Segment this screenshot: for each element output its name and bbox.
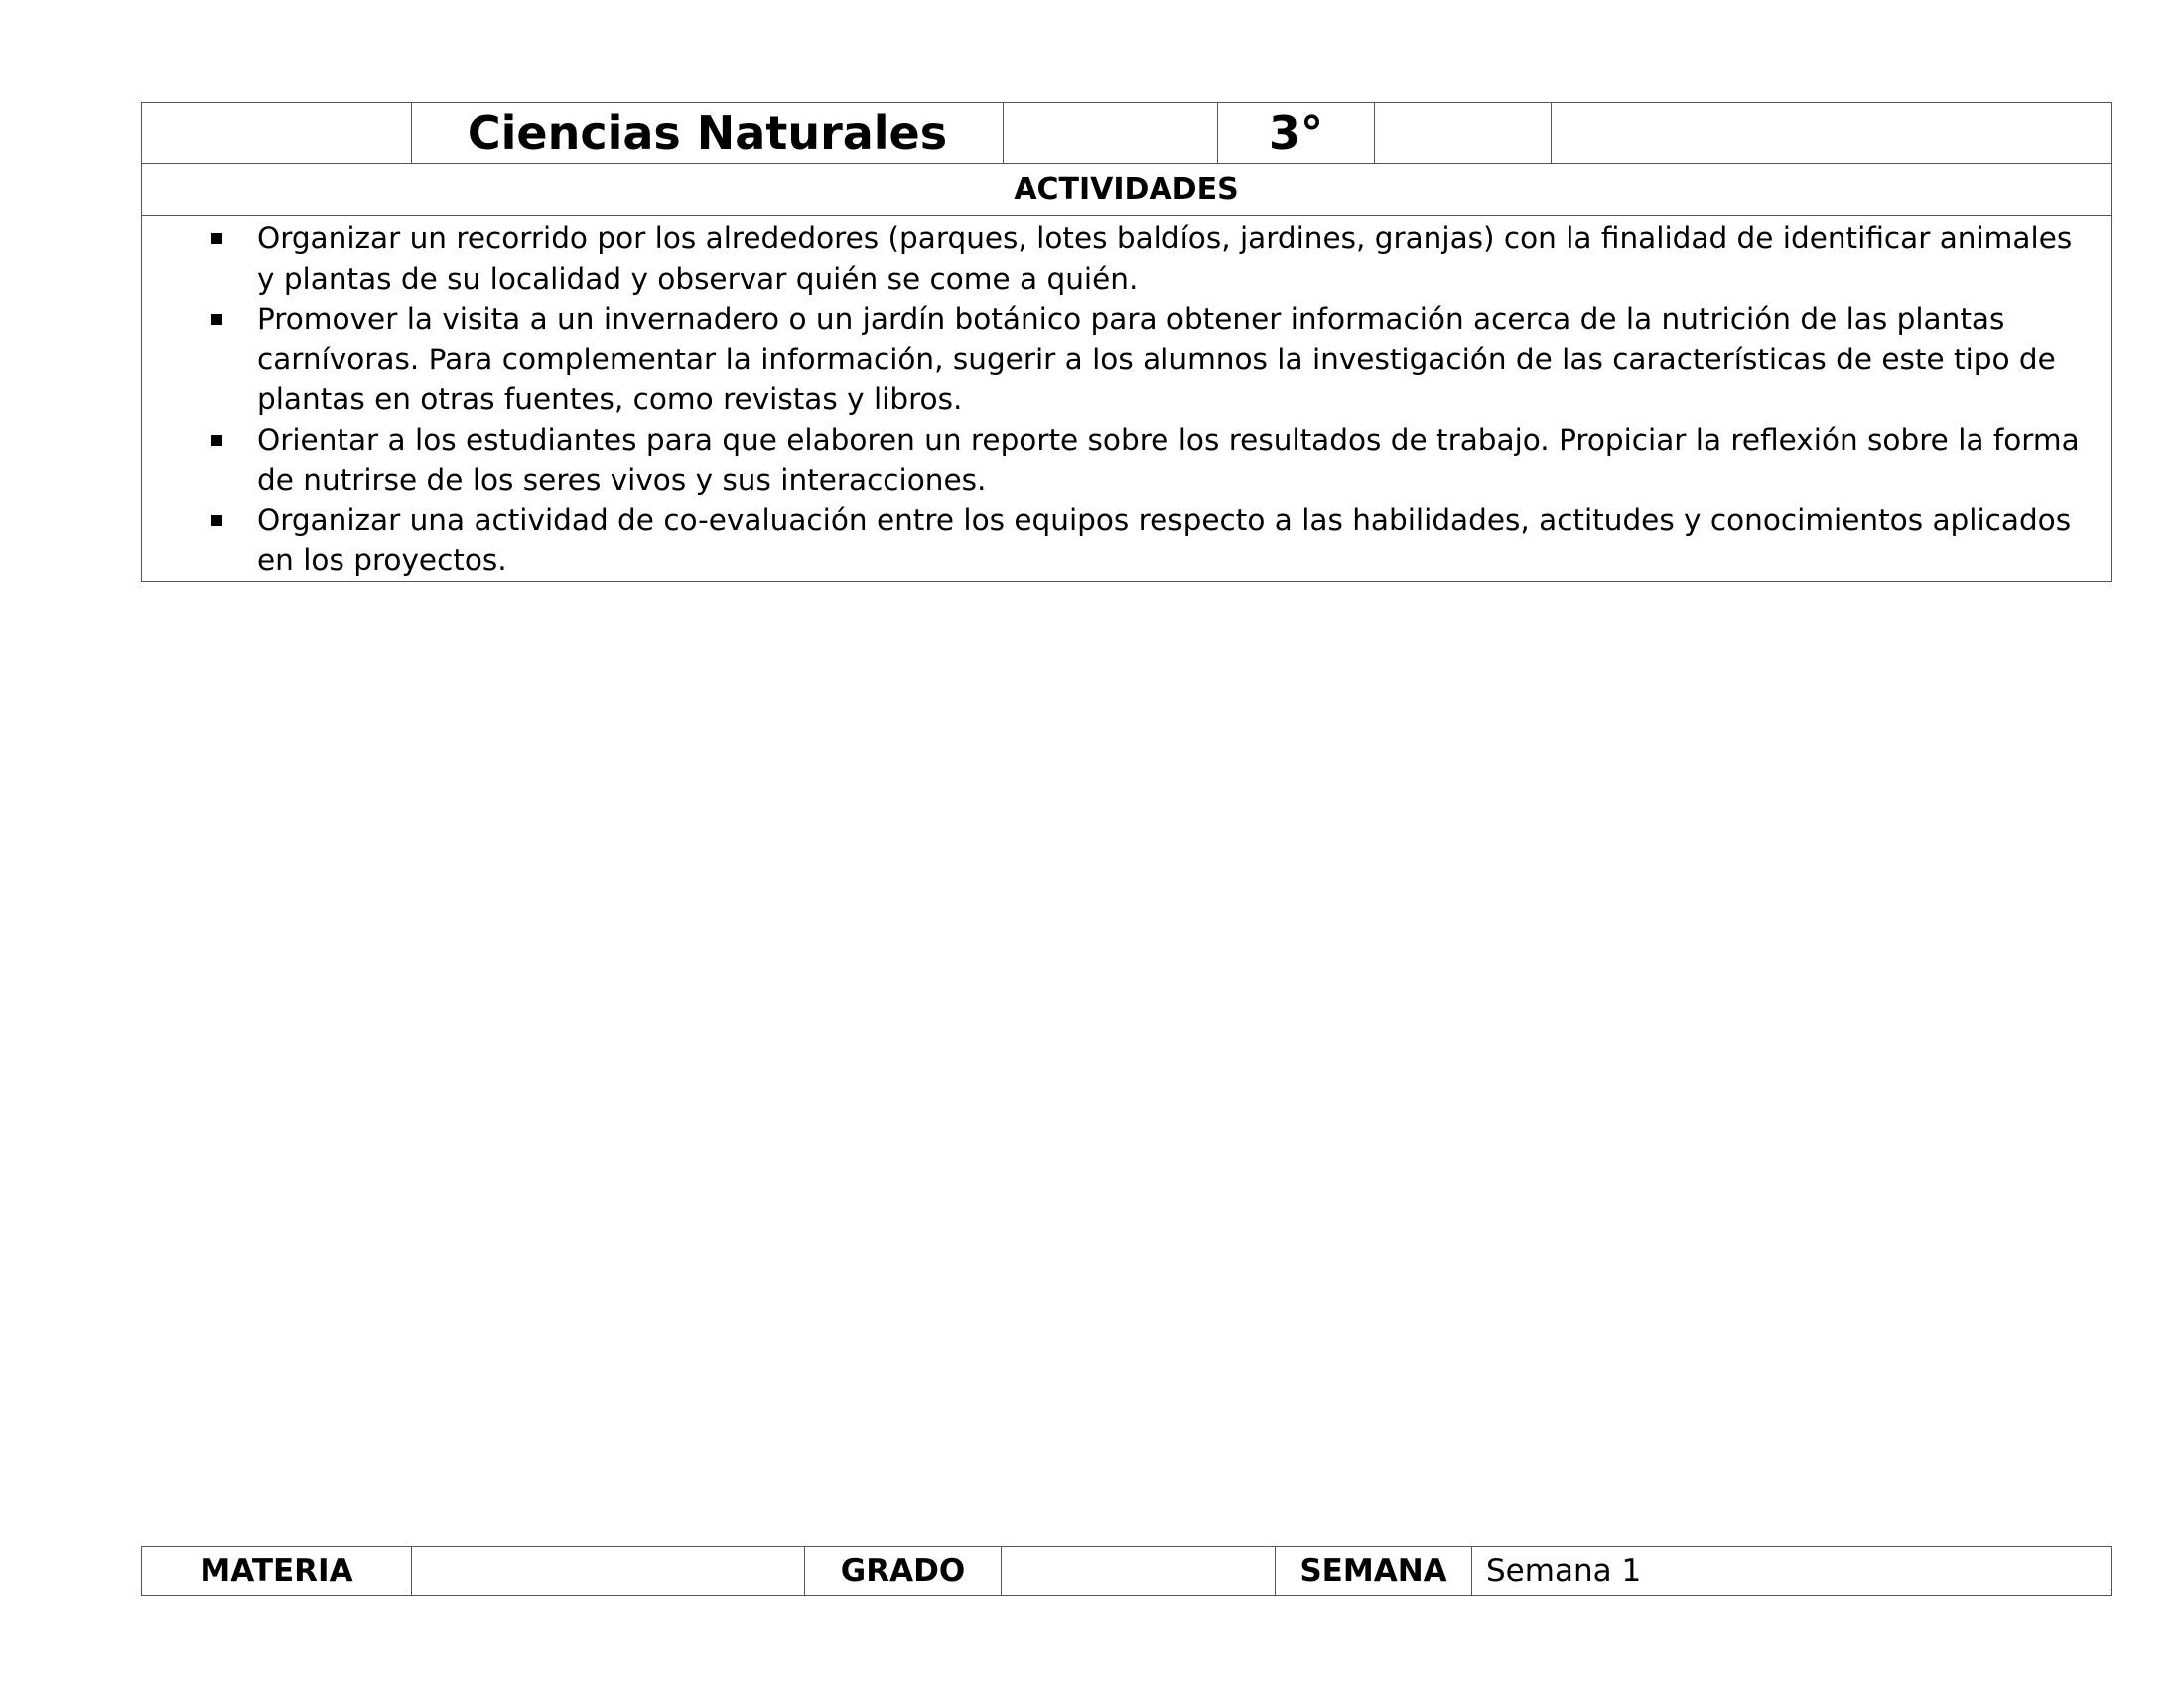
activity-text: Organizar una actividad de co-evaluación entre los equipos respecto a las habilidades, actitudes y conocimientos aplicados en los proyectos. <box>257 502 2072 577</box>
square-bullet-icon <box>211 314 222 325</box>
header-row <box>142 103 2112 164</box>
header-cell-empty <box>142 103 412 164</box>
list-item <box>142 218 2091 299</box>
header-cell-empty <box>1552 103 2112 164</box>
semana-label: SEMANA <box>1276 1547 1472 1596</box>
activity-text: Orientar a los estudiantes para que elaboren un reporte sobre los resultados de trabajo. Propiciar la reflexión sobre la forma de nutrirse de los seres vivos y sus interacciones. <box>257 422 2080 496</box>
activities-table <box>141 102 2112 582</box>
activities-cell <box>142 216 2112 582</box>
semana-value: Semana 1 <box>1472 1547 2112 1596</box>
footer-table <box>141 1546 2112 1596</box>
subject-title: Ciencias Naturales <box>412 103 1004 164</box>
section-heading-row <box>142 164 2112 216</box>
square-bullet-icon <box>211 233 222 244</box>
header-cell-empty <box>1004 103 1218 164</box>
grade-value: 3° <box>1218 103 1375 164</box>
grado-value <box>1002 1547 1276 1596</box>
list-item <box>142 500 2091 581</box>
header-cell-empty <box>1375 103 1552 164</box>
footer-row <box>142 1547 2112 1596</box>
activity-text: Promover la visita a un invernadero o un jardín botánico para obtener información acerca de la nutrición de las plantas carnívoras. Para complementar la información, sugerir a los alumnos la investigación de las características de este tipo de plantas en otras fuentes, como revistas y libros. <box>257 302 2056 416</box>
list-item <box>142 420 2091 500</box>
activities-row <box>142 216 2112 582</box>
grado-label: GRADO <box>805 1547 1002 1596</box>
square-bullet-icon <box>211 435 222 446</box>
activities-list <box>142 218 2091 581</box>
materia-value <box>412 1547 805 1596</box>
activity-text: Organizar un recorrido por los alrededores (parques, lotes baldíos, jardines, granjas) con la finalidad de identificar animales y plantas de su localidad y observar quién se come a quién. <box>257 221 2073 296</box>
square-bullet-icon <box>211 515 222 526</box>
materia-label: MATERIA <box>142 1547 412 1596</box>
section-heading: ACTIVIDADES <box>142 164 2112 216</box>
list-item <box>142 299 2091 420</box>
